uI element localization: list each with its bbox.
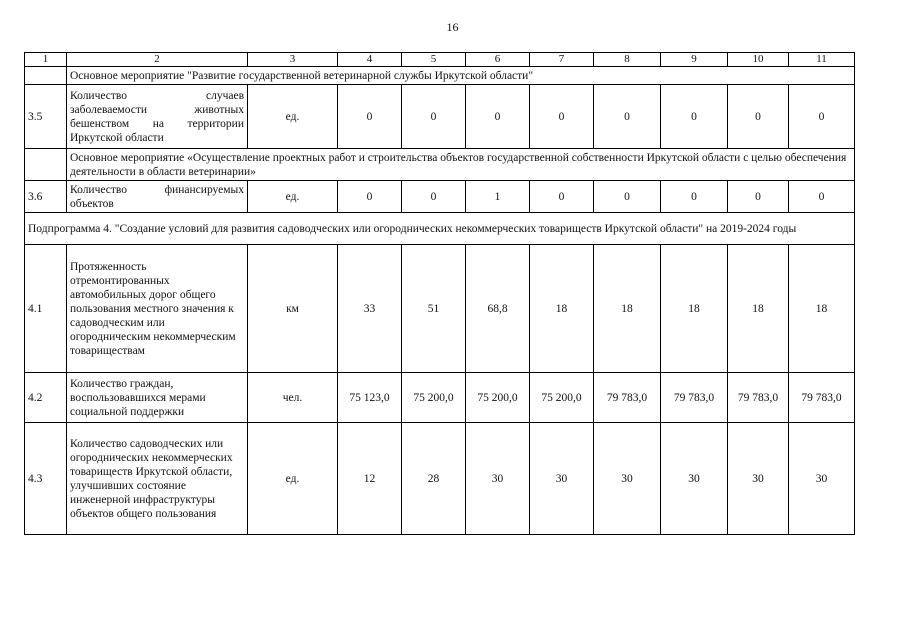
indicators-table [24, 52, 855, 535]
value-cell: 75 200,0 [402, 373, 466, 423]
value-cell: 30 [728, 423, 789, 535]
header-cell: 6 [466, 53, 530, 67]
page-number: 16 [446, 20, 459, 34]
value-cell: 0 [338, 85, 402, 149]
value-cell: 0 [466, 85, 530, 149]
empty-cell [25, 67, 67, 85]
value-cell: 0 [789, 181, 855, 213]
header-cell: 8 [594, 53, 661, 67]
main-activity-row [25, 67, 855, 85]
value-cell: 18 [728, 245, 789, 373]
value-cell: 30 [530, 423, 594, 535]
value-cell: 68,8 [466, 245, 530, 373]
unit-cell: ед. [248, 423, 338, 535]
row-index: 4.1 [25, 245, 67, 373]
header-cell: 11 [789, 53, 855, 67]
header-cell: 3 [248, 53, 338, 67]
value-cell: 0 [530, 85, 594, 149]
value-cell: 0 [402, 181, 466, 213]
value-cell: 75 123,0 [338, 373, 402, 423]
value-cell: 0 [728, 181, 789, 213]
subprogram-title: Подпрограмма 4. "Создание условий для развития садоводческих или огороднических некоммерческих товариществ Иркутской области" на 2019-2024 годы [25, 213, 855, 245]
indicator-name: Количество случаев заболеваемости животных бешенством на территории Иркутской области [67, 85, 248, 149]
main-activity-row [25, 149, 855, 181]
value-cell: 28 [402, 423, 466, 535]
value-cell: 30 [594, 423, 661, 535]
value-cell: 0 [594, 181, 661, 213]
value-cell: 0 [661, 85, 728, 149]
header-cell: 4 [338, 53, 402, 67]
empty-cell [25, 149, 67, 181]
header-cell: 1 [25, 53, 67, 67]
row-index: 3.5 [25, 85, 67, 149]
value-cell: 75 200,0 [466, 373, 530, 423]
table-row [25, 181, 855, 213]
header-cell: 2 [67, 53, 248, 67]
value-cell: 79 783,0 [594, 373, 661, 423]
subprogram-row [25, 213, 855, 245]
value-cell: 30 [466, 423, 530, 535]
value-cell: 33 [338, 245, 402, 373]
indicator-name: Количество финансируемых объектов [67, 181, 248, 213]
main-activity-title: Основное мероприятие «Осуществление проектных работ и строительства объектов государственной собственности Иркутской области с целью обеспечения деятельности в области ветеринарии» [67, 149, 855, 181]
value-cell: 30 [661, 423, 728, 535]
value-cell: 18 [661, 245, 728, 373]
header-row [25, 53, 855, 67]
value-cell: 0 [728, 85, 789, 149]
unit-cell: чел. [248, 373, 338, 423]
value-cell: 18 [789, 245, 855, 373]
value-cell: 79 783,0 [661, 373, 728, 423]
row-index: 4.2 [25, 373, 67, 423]
unit-cell: ед. [248, 181, 338, 213]
value-cell: 0 [530, 181, 594, 213]
header-cell: 5 [402, 53, 466, 67]
row-index: 4.3 [25, 423, 67, 535]
header-cell: 9 [661, 53, 728, 67]
value-cell: 0 [594, 85, 661, 149]
indicator-name: Протяженность отремонтированных автомобильных дорог общего пользования местного значения к садоводческим или огородническим некоммерческим товариществам [67, 245, 248, 373]
value-cell: 79 783,0 [728, 373, 789, 423]
table-row [25, 423, 855, 535]
value-cell: 18 [594, 245, 661, 373]
value-cell: 18 [530, 245, 594, 373]
table-row [25, 373, 855, 423]
header-cell: 7 [530, 53, 594, 67]
value-cell: 12 [338, 423, 402, 535]
value-cell: 75 200,0 [530, 373, 594, 423]
value-cell: 0 [789, 85, 855, 149]
table-row [25, 245, 855, 373]
row-index: 3.6 [25, 181, 67, 213]
unit-cell: ед. [248, 85, 338, 149]
main-activity-title: Основное мероприятие "Развитие государственной ветеринарной службы Иркутской области" [67, 67, 855, 85]
indicator-name: Количество садоводческих или огороднических некоммерческих товариществ Иркутской области, улучшивших состояние инженерной инфраструктуры объектов общего пользования [67, 423, 248, 535]
table-row [25, 85, 855, 149]
value-cell: 51 [402, 245, 466, 373]
value-cell: 1 [466, 181, 530, 213]
value-cell: 0 [338, 181, 402, 213]
value-cell: 30 [789, 423, 855, 535]
value-cell: 0 [402, 85, 466, 149]
unit-cell: км [248, 245, 338, 373]
indicator-name: Количество граждан, воспользовавшихся мерами социальной поддержки [67, 373, 248, 423]
value-cell: 0 [661, 181, 728, 213]
value-cell: 79 783,0 [789, 373, 855, 423]
header-cell: 10 [728, 53, 789, 67]
